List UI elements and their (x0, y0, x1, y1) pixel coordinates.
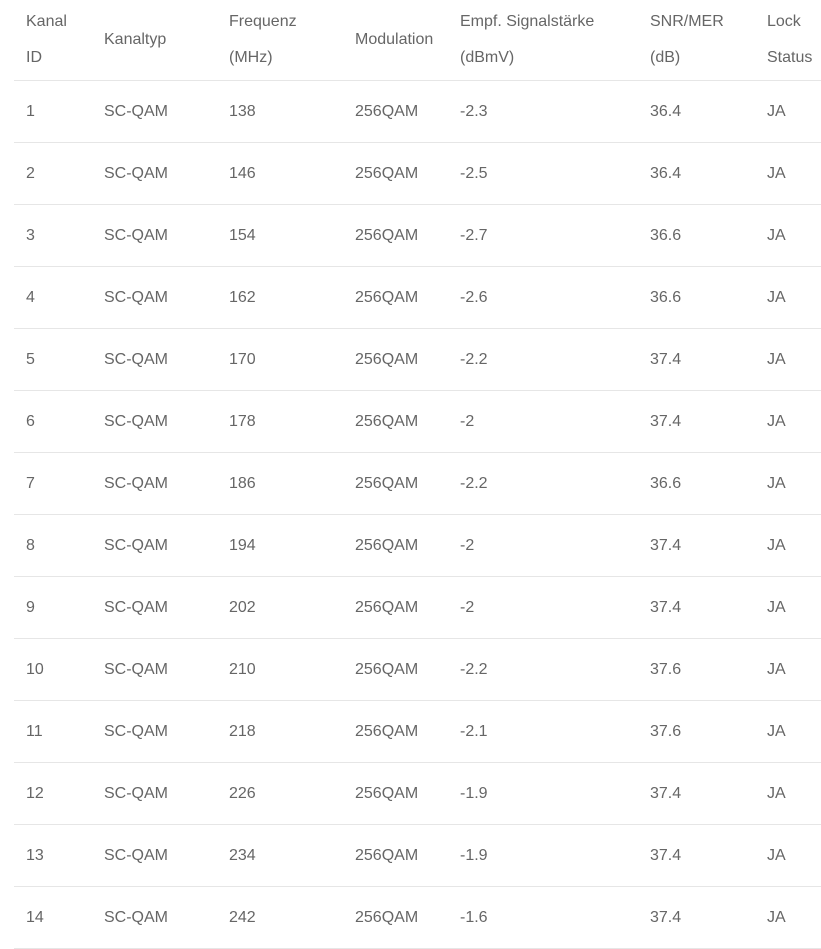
cell-snr-mer: 37.4 (638, 763, 755, 825)
cell-channel-type: SC-QAM (92, 577, 217, 639)
table-row (14, 887, 821, 949)
header-snr-mer (638, 0, 755, 81)
cell-channel-id: 8 (14, 515, 92, 577)
cell-channel-id: 2 (14, 143, 92, 205)
cell-channel-type: SC-QAM (92, 515, 217, 577)
header-label: Status (767, 49, 813, 66)
cell-frequency: 234 (217, 825, 343, 887)
table-row (14, 577, 821, 639)
cell-channel-type: SC-QAM (92, 391, 217, 453)
cell-modulation: 256QAM (343, 453, 448, 515)
cell-lock-status: JA (755, 391, 821, 453)
cell-frequency: 242 (217, 887, 343, 949)
downstream-channel-table (14, 0, 821, 949)
downstream-channel-table-container (14, 0, 821, 949)
header-label: Modulation (355, 31, 434, 48)
cell-modulation: 256QAM (343, 701, 448, 763)
cell-lock-status: JA (755, 515, 821, 577)
cell-channel-id: 13 (14, 825, 92, 887)
header-lock-status (755, 0, 821, 81)
cell-lock-status: JA (755, 453, 821, 515)
cell-frequency: 170 (217, 329, 343, 391)
cell-channel-type: SC-QAM (92, 825, 217, 887)
cell-channel-type: SC-QAM (92, 453, 217, 515)
cell-channel-id: 4 (14, 267, 92, 329)
table-row (14, 143, 821, 205)
table-row (14, 639, 821, 701)
table-row (14, 267, 821, 329)
cell-modulation: 256QAM (343, 143, 448, 205)
cell-modulation: 256QAM (343, 81, 448, 143)
cell-modulation: 256QAM (343, 515, 448, 577)
cell-channel-type: SC-QAM (92, 701, 217, 763)
cell-snr-mer: 37.4 (638, 515, 755, 577)
cell-channel-type: SC-QAM (92, 205, 217, 267)
table-row (14, 391, 821, 453)
table-row (14, 825, 821, 887)
cell-channel-type: SC-QAM (92, 763, 217, 825)
table-row (14, 701, 821, 763)
cell-channel-type: SC-QAM (92, 329, 217, 391)
cell-frequency: 218 (217, 701, 343, 763)
header-frequency (217, 0, 343, 81)
cell-snr-mer: 36.6 (638, 267, 755, 329)
cell-channel-type: SC-QAM (92, 143, 217, 205)
cell-signal-strength: -2.7 (448, 205, 638, 267)
cell-channel-id: 12 (14, 763, 92, 825)
cell-channel-type: SC-QAM (92, 267, 217, 329)
cell-signal-strength: -2.6 (448, 267, 638, 329)
header-label: Frequenz (229, 13, 297, 30)
cell-frequency: 186 (217, 453, 343, 515)
cell-lock-status: JA (755, 763, 821, 825)
cell-snr-mer: 37.6 (638, 639, 755, 701)
cell-modulation: 256QAM (343, 391, 448, 453)
cell-lock-status: JA (755, 205, 821, 267)
cell-modulation: 256QAM (343, 825, 448, 887)
cell-channel-id: 14 (14, 887, 92, 949)
cell-channel-id: 1 (14, 81, 92, 143)
cell-channel-id: 5 (14, 329, 92, 391)
cell-signal-strength: -2 (448, 515, 638, 577)
cell-channel-id: 3 (14, 205, 92, 267)
cell-lock-status: JA (755, 81, 821, 143)
header-label: (dB) (650, 49, 681, 66)
cell-lock-status: JA (755, 577, 821, 639)
header-label: (dBmV) (460, 49, 515, 66)
header-label: SNR/MER (650, 13, 724, 30)
cell-channel-id: 9 (14, 577, 92, 639)
header-signal-strength (448, 0, 638, 81)
cell-frequency: 162 (217, 267, 343, 329)
cell-modulation: 256QAM (343, 329, 448, 391)
cell-channel-id: 6 (14, 391, 92, 453)
cell-snr-mer: 36.4 (638, 143, 755, 205)
cell-modulation: 256QAM (343, 887, 448, 949)
cell-snr-mer: 37.4 (638, 391, 755, 453)
cell-modulation: 256QAM (343, 577, 448, 639)
table-row (14, 763, 821, 825)
cell-lock-status: JA (755, 825, 821, 887)
header-label: Empf. Signalstärke (460, 13, 595, 30)
cell-frequency: 146 (217, 143, 343, 205)
header-label: ID (26, 49, 42, 66)
cell-frequency: 178 (217, 391, 343, 453)
cell-channel-type: SC-QAM (92, 887, 217, 949)
cell-modulation: 256QAM (343, 639, 448, 701)
header-channel-type (92, 0, 217, 81)
cell-lock-status: JA (755, 701, 821, 763)
cell-snr-mer: 37.4 (638, 329, 755, 391)
cell-signal-strength: -1.9 (448, 825, 638, 887)
cell-signal-strength: -2.1 (448, 701, 638, 763)
cell-snr-mer: 36.6 (638, 453, 755, 515)
cell-lock-status: JA (755, 143, 821, 205)
cell-signal-strength: -2.2 (448, 453, 638, 515)
cell-lock-status: JA (755, 267, 821, 329)
cell-snr-mer: 37.6 (638, 701, 755, 763)
table-header (14, 0, 821, 81)
cell-signal-strength: -2 (448, 391, 638, 453)
table-row (14, 329, 821, 391)
cell-modulation: 256QAM (343, 267, 448, 329)
header-channel-id (14, 0, 92, 81)
cell-snr-mer: 36.6 (638, 205, 755, 267)
table-row (14, 453, 821, 515)
header-label: Kanaltyp (104, 31, 167, 48)
cell-frequency: 226 (217, 763, 343, 825)
cell-signal-strength: -1.9 (448, 763, 638, 825)
cell-modulation: 256QAM (343, 763, 448, 825)
cell-frequency: 210 (217, 639, 343, 701)
cell-signal-strength: -1.6 (448, 887, 638, 949)
header-modulation (343, 0, 448, 81)
cell-channel-id: 10 (14, 639, 92, 701)
cell-lock-status: JA (755, 887, 821, 949)
table-body (14, 81, 821, 949)
cell-snr-mer: 36.4 (638, 81, 755, 143)
cell-channel-type: SC-QAM (92, 81, 217, 143)
cell-signal-strength: -2.3 (448, 81, 638, 143)
header-label: Lock (767, 13, 801, 30)
cell-snr-mer: 37.4 (638, 825, 755, 887)
cell-frequency: 154 (217, 205, 343, 267)
cell-frequency: 194 (217, 515, 343, 577)
cell-signal-strength: -2.5 (448, 143, 638, 205)
cell-signal-strength: -2.2 (448, 329, 638, 391)
table-row (14, 205, 821, 267)
cell-channel-id: 11 (14, 701, 92, 763)
header-label: (MHz) (229, 49, 273, 66)
cell-frequency: 138 (217, 81, 343, 143)
cell-snr-mer: 37.4 (638, 887, 755, 949)
cell-channel-type: SC-QAM (92, 639, 217, 701)
table-row (14, 515, 821, 577)
cell-snr-mer: 37.4 (638, 577, 755, 639)
table-row (14, 81, 821, 143)
cell-signal-strength: -2.2 (448, 639, 638, 701)
header-row (14, 0, 821, 81)
cell-signal-strength: -2 (448, 577, 638, 639)
cell-lock-status: JA (755, 639, 821, 701)
cell-lock-status: JA (755, 329, 821, 391)
cell-modulation: 256QAM (343, 205, 448, 267)
header-label: Kanal (26, 13, 67, 30)
cell-channel-id: 7 (14, 453, 92, 515)
cell-frequency: 202 (217, 577, 343, 639)
